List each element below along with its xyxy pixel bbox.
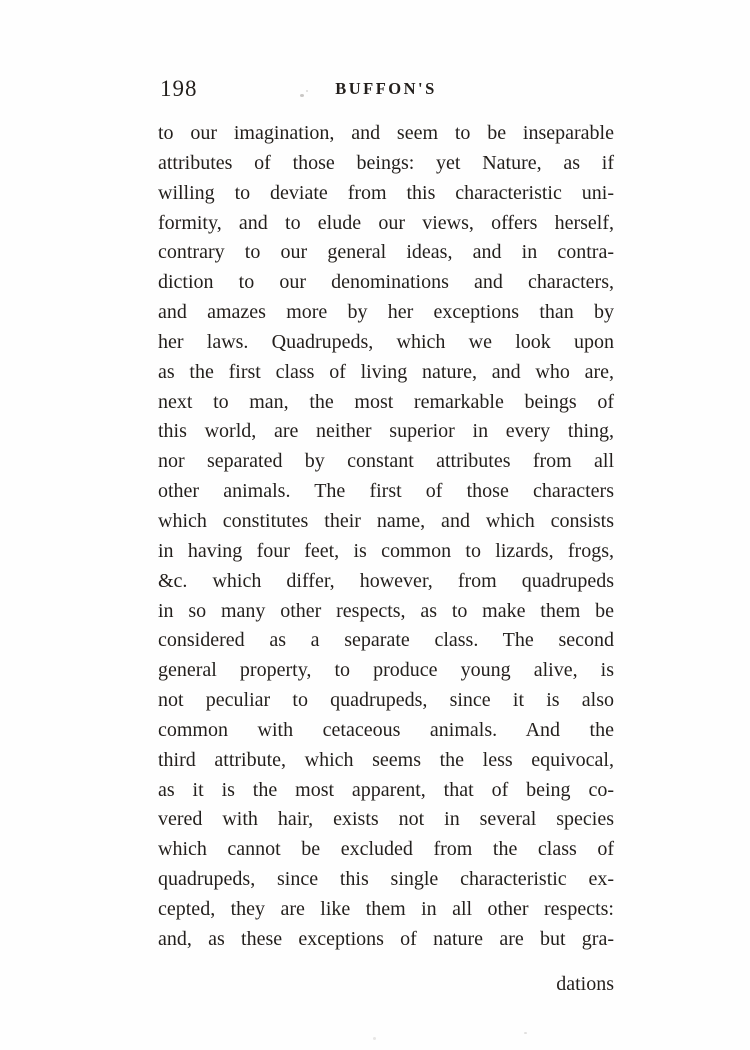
- text-line: her laws. Quadrupeds, which we look upon: [158, 330, 614, 353]
- text-line: diction to our denominations and characters,: [158, 271, 614, 294]
- page-number: 198: [160, 76, 198, 101]
- text-line: and amazes more by her exceptions than by: [158, 301, 614, 324]
- scan-artifact: [524, 1032, 527, 1034]
- text-line: formity, and to elude our views, offers herself,: [158, 211, 614, 234]
- text-line: third attribute, which seems the less equivocal,: [158, 748, 614, 771]
- text-line: this world, are neither superior in every thing,: [158, 420, 614, 443]
- text-line: quadrupeds, since this single characteristic ex-: [158, 868, 614, 891]
- text-line: &c. which differ, however, from quadrupeds: [158, 569, 614, 592]
- running-title: BUFFON'S: [335, 79, 437, 98]
- text-line: vered with hair, exists not in several species: [158, 808, 614, 831]
- text-line: to our imagination, and seem to be inseparable: [158, 122, 614, 144]
- text-line: considered as a separate class. The second: [158, 629, 614, 652]
- text-line: attributes of those beings: yet Nature, as if: [158, 151, 614, 174]
- text-line: in so many other respects, as to make them be: [158, 599, 614, 622]
- text-line: in having four feet, is common to lizards, frogs,: [158, 539, 614, 562]
- text-line: next to man, the most remarkable beings of: [158, 390, 614, 413]
- text-line: as the first class of living nature, and who are,: [158, 360, 614, 383]
- running-header: [158, 76, 614, 106]
- text-line: which constitutes their name, and which consists: [158, 509, 614, 532]
- text-line: cepted, they are like them in all other respects:: [158, 897, 614, 920]
- text-line: and, as these exceptions of nature are but gra-: [158, 927, 614, 950]
- text-line: other animals. The first of those characters: [158, 480, 614, 503]
- catchword: dations: [556, 972, 614, 995]
- text-line: not peculiar to quadrupeds, since it is also: [158, 689, 614, 712]
- scan-artifact: [306, 90, 308, 92]
- text-line: common with cetaceous animals. And the: [158, 718, 614, 741]
- text-line: nor separated by constant attributes from all: [158, 450, 614, 473]
- body-text: [158, 119, 614, 999]
- text-line: contrary to our general ideas, and in contra-: [158, 241, 614, 264]
- scan-artifact: [300, 94, 304, 97]
- scan-artifact: [373, 1037, 376, 1040]
- text-line: which cannot be excluded from the class of: [158, 838, 614, 861]
- text-line: general property, to produce young alive, is: [158, 659, 614, 682]
- text-line: as it is the most apparent, that of being co-: [158, 778, 614, 801]
- text-line: willing to deviate from this characteristic uni-: [158, 181, 614, 204]
